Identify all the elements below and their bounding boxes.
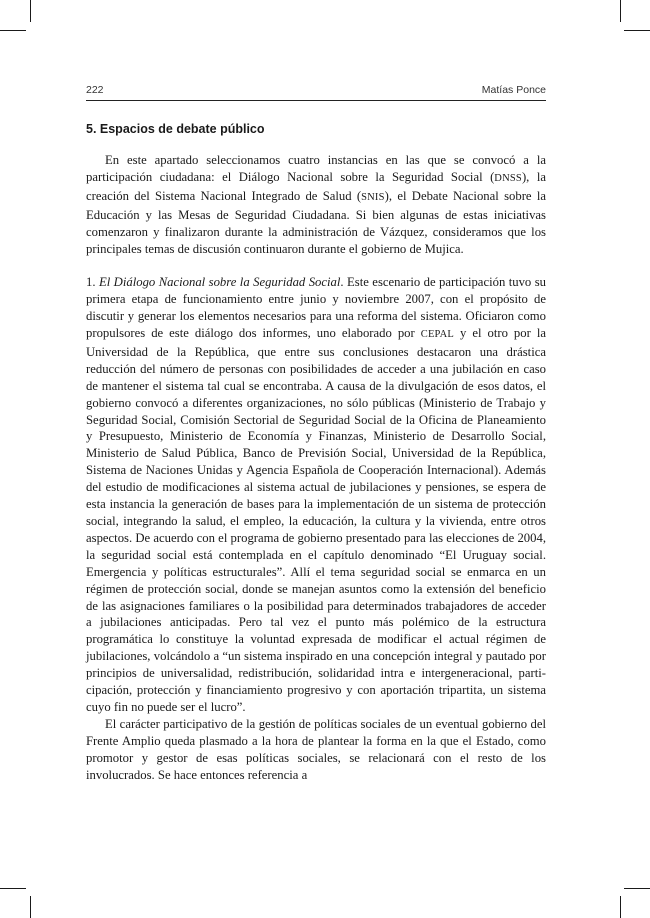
crop-mark-top-right-vertical [620,0,621,22]
crop-mark-bottom-right-vertical [620,896,621,918]
section-title: 5. Espacios de debate público [86,122,265,136]
page-number: 222 [86,84,104,96]
paragraph-intro: En este apartado seleccionamos cuatro instancias en las que se convocó a la participación ciudadana: el Diálogo Nacional sobre la Seguridad Social (DNSS), la creación del Sistema Nacional Integrado de Salud (SNIS), el Debate Nacional sobre la Educación y las Mesas de Seguridad Ciudadana. Si bien algunas de estas iniciativas comenzaron y finalizaron durante la administración de Vázquez, consideramos que los principales temas de discusión continuaron durante el gobierno de Mujica. [86,153,546,256]
paragraph-participativo: El carácter participativo de la gestión de políticas sociales de un eventual gobierno del Frente Amplio queda plasmado a la hora de plantear la forma en la que el Estado, como promotor y gestor de esas políticas sociales, se relacionará con el resto de los involucrados. Se hace entonces referencia a [86,716,546,782]
crop-mark-top-left-vertical [30,0,31,22]
acronym-cepal: CEPAL [420,329,455,341]
acronym-dnss: DNSS [494,172,522,184]
subsection-title: El Diálogo Nacional sobre la Seguridad Social [98,275,341,290]
crop-mark-bottom-left-horizontal [0,888,26,889]
crop-mark-bottom-left-vertical [30,896,31,918]
crop-mark-bottom-right-horizontal [624,888,650,889]
body-text [86,152,546,784]
crop-mark-top-left-horizontal [0,30,26,31]
paragraph-dialogo-nacional: 1. El Diálogo Nacional sobre la Seguridad Social. Este escenario de participación tuvo su primera etapa de funcionamiento entre junio y noviembre 2007, con el propósito de discutir y generar los elementos necesarios para una reforma del sistema. Oficiaron como propulsores de este diálogo dos informes, uno elaborado por CEPAL y el otro por la Universidad de la República, que entre sus conclusiones destacaron una drástica reducción del número de personas con posibilidades de acceder a una jubilación en caso de mantener el sistema tal cual se encontraba. A causa de la divulgación de esos datos, el gobierno convocó a diferentes organizaciones, no sólo públicas (Ministerio de Trabajo y Seguridad Social, Comisión Sectorial de Seguridad Social de la Oficina de Planeamiento y Presupuesto, Ministerio de Economía y Finanzas, Ministerio de Desarrollo Social, Ministerio de Salud Pública, Banco de Previsión Social, Universidad de la República, Sistema de Naciones Unidas y Agencia Española de Cooperación Internacional). Además del estudio de modificaciones al sistema actual de jubilaciones y pensiones, se espera de esta instancia la generación de bases para la implementación de un sistema de protección social, integrando la salud, el empleo, la educación, la cultura y la vivienda, entre otros aspectos. De acuerdo con el programa de gobierno presentado para las elecciones de 2004, la seguridad social está contemplada en el capítulo denominado “El Uruguay social. Emergencia y políticas estructurales”. Allí el tema seguridad social se enmarca en un régimen de protección social, donde se manejan asuntos como la extensión del beneficio de las asignaciones familiares o la posibilidad para determinados trabajadores de acceder a jubilaciones anticipadas. Pero tal vez el punto más polémico de la estructura programática lo constituye la voluntad expresada de modificar el actual régimen de jubilaciones, volcándolo a “un sistema inspirado en una concepción integral y pautado por principios de universalidad, redistribución, solidaridad intra e intergeneracional, participación, protección y financiamiento progresivo y con aportación tripartita, un sistema cuyo fin no puede ser el lucro”. [86,275,546,714]
acronym-snis: SNIS [361,191,385,203]
crop-mark-top-right-horizontal [624,30,650,31]
header-rule [86,100,546,101]
author-name: Matías Ponce [481,84,546,96]
